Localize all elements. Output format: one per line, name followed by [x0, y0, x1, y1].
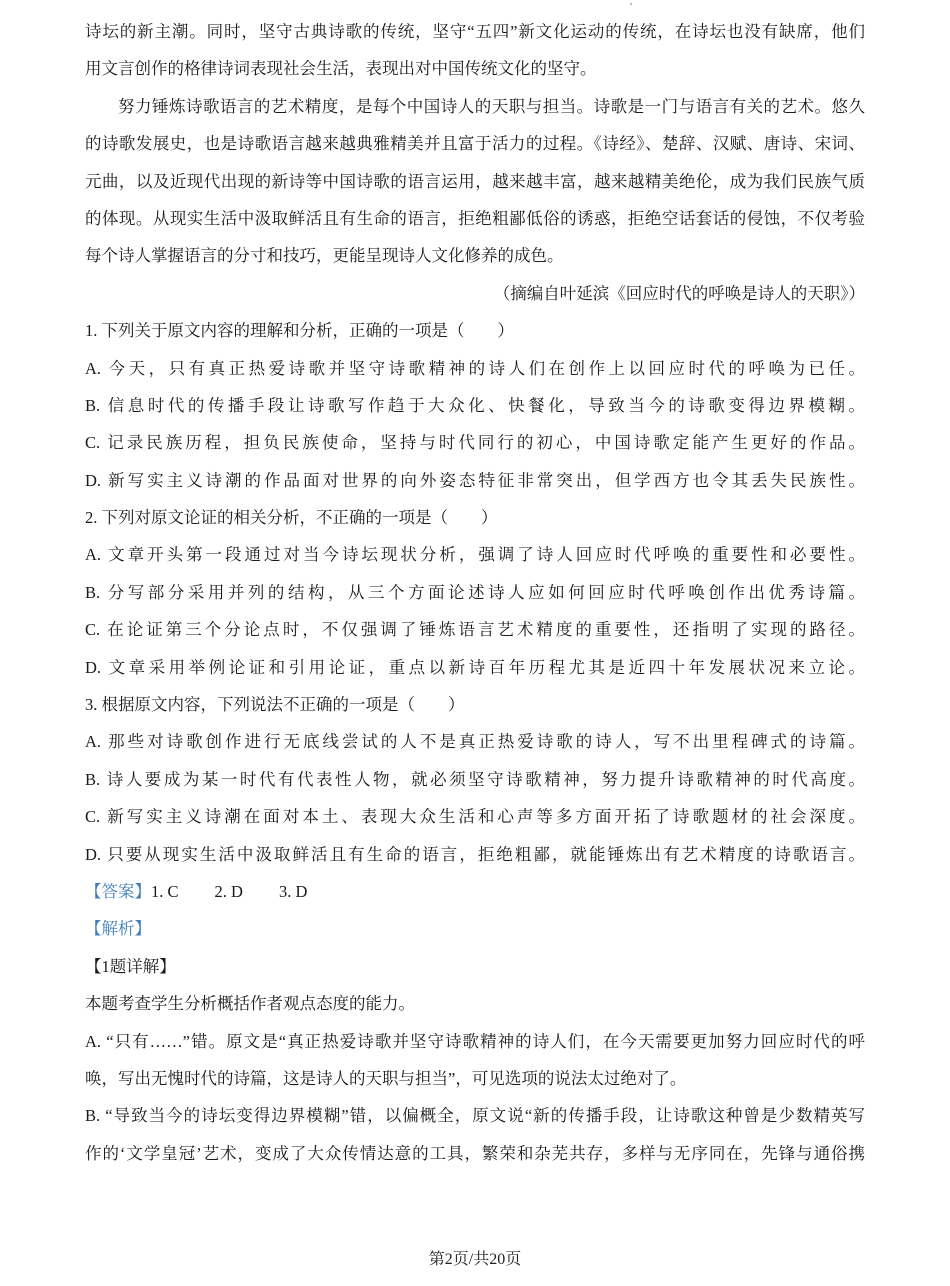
question-3-option-b: B. 诗人要成为某一时代有代表性人物，就必须坚守诗歌精神，努力提升诗歌精神的时代高度。 [85, 769, 865, 789]
page-footer: 第2页/共20页 [428, 1251, 522, 1268]
question-2-option-d: D. 文章采用举例论证和引用论证，重点以新诗百年历程尤其是近四十年发展状况来立论。 [85, 657, 865, 677]
detail-1-heading: 【1题详解】 [85, 956, 176, 976]
answer-item-1: 1. C [151, 881, 179, 901]
detail-1-line: 唤，写出无愧时代的诗篇，这是诗人的天职与担当”，可见选项的说法太过绝对了。 [85, 1068, 687, 1088]
passage-line: 努力锤炼诗歌语言的艺术精度，是每个中国诗人的天职与担当。诗歌是一门与语言有关的艺术。悠久 [118, 96, 865, 116]
question-1-option-c: C. 记录民族历程，担负民族使命，坚持与时代同行的初心，中国诗歌定能产生更好的作品。 [85, 433, 865, 453]
detail-1-line: B. “导致当今的诗坛变得边界模糊”错，以偏概全，原文说“新的传播手段，让诗歌这种曾是少数精英写 [85, 1106, 865, 1126]
citation: （摘编自叶延滨《回应时代的呼唤是诗人的天职》） [493, 283, 865, 303]
question-3-option-a: A. 那些对诗歌创作进行无底线尝试的人不是真正热爱诗歌的诗人，写不出里程碑式的诗篇。 [85, 732, 865, 752]
passage-line: 诗坛的新主潮。同时，坚守古典诗歌的传统，坚守“五四”新文化运动的传统，在诗坛也没有缺席，他们 [85, 22, 865, 41]
analysis-label: 【解析】 [85, 919, 151, 939]
answers-label: 【答案】 [85, 881, 151, 901]
detail-1-line: A. “只有……”错。原文是“真正热爱诗歌并坚守诗歌精神的诗人们，在今天需要更加努力回应时代的呼 [85, 1031, 865, 1051]
question-1-option-a: A. 今天，只有真正热爱诗歌并坚守诗歌精神的诗人们在创作上以回应时代的呼唤为已任。 [85, 358, 865, 378]
question-2-option-b: B. 分写部分采用并列的结构，从三个方面论述诗人应如何回应时代呼唤创作出优秀诗篇。 [85, 582, 865, 602]
answer-item-2: 2. D [214, 881, 243, 901]
question-2-option-c: C. 在论证第三个分论点时，不仅强调了锤炼语言艺术精度的重要性，还指明了实现的路径。 [85, 620, 865, 640]
passage-line: 的体现。从现实生活中汲取鲜活且有生命的语言，拒绝粗鄙低俗的诱惑，拒绝空话套话的侵蚀，不仅考验 [85, 208, 865, 228]
passage-line: 用文言创作的格律诗词表现社会生活，表现出对中国传统文化的坚守。 [85, 59, 597, 79]
question-3-option-d: D. 只要从现实生活中汲取鲜活且有生命的语言，拒绝粗鄙，就能锤炼出有艺术精度的诗歌语言。 [85, 844, 865, 864]
analysis-label-line [85, 910, 865, 947]
answers-line [85, 873, 865, 910]
question-1-option-d: D. 新写实主义诗潮的作品面对世界的向外姿态特征非常突出，但学西方也令其丢失民族性。 [85, 470, 865, 490]
passage-line: 每个诗人掌握语言的分寸和技巧，更能呈现诗人文化修养的成色。 [85, 246, 564, 266]
question-2-stem: 2. 下列对原文论证的相关分析，不正确的一项是（ ） [85, 508, 498, 528]
detail-1-line: 作的‘文学皇冠’艺术，变成了大众传情达意的工具，繁荣和杂芜共存，多样与无序同在，先锋与通俗携 [85, 1143, 865, 1163]
question-1-option-b: B. 信息时代的传播手段让诗歌写作趋于大众化、快餐化，导致当今的诗歌变得边界模糊。 [85, 395, 865, 415]
question-1-stem: 1. 下列关于原文内容的理解和分析，正确的一项是（ ） [85, 321, 514, 341]
question-3-stem: 3. 根据原文内容，下列说法不正确的一项是（ ） [85, 695, 465, 715]
stray-mark: ' [630, 1, 632, 13]
passage-line: 的诗歌发展史，也是诗歌语言越来越典雅精美并且富于活力的过程。《诗经》、楚辞、汉赋、唐诗、宋词、 [85, 134, 865, 154]
detail-1-line: 本题考查学生分析概括作者观点态度的能力。 [85, 994, 415, 1014]
question-2-option-a: A. 文章开头第一段通过对当今诗坛现状分析，强调了诗人回应时代呼唤的重要性和必要性。 [85, 545, 865, 565]
answer-item-3: 3. D [278, 881, 308, 901]
question-3-option-c: C. 新写实主义诗潮在面对本土、表现大众生活和心声等多方面开拓了诗歌题材的社会深度。 [85, 807, 865, 827]
passage-line: 元曲，以及近现代出现的新诗等中国诗歌的语言运用，越来越丰富，越来越精美绝伦，成为我们民族气质 [85, 171, 865, 191]
